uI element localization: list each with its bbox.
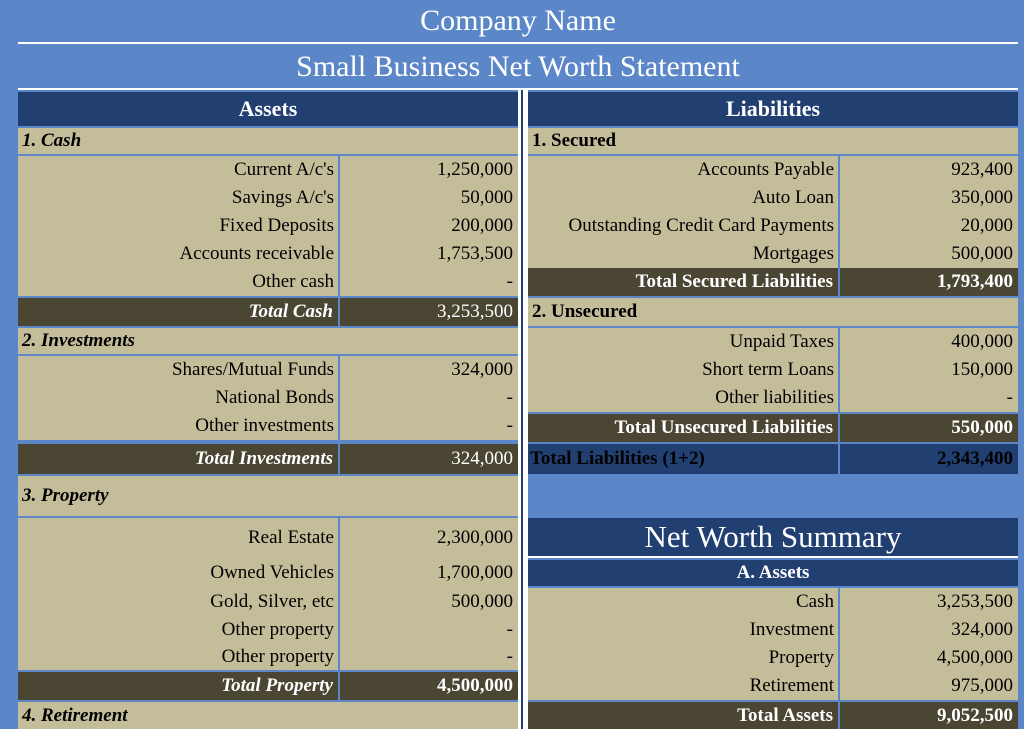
summary-row-label: Investment bbox=[528, 616, 838, 644]
summary-row-label: Retirement bbox=[528, 672, 838, 700]
secured-row-label: Mortgages bbox=[528, 240, 838, 268]
total-assets-value: 9,052,500 bbox=[840, 702, 1018, 729]
property-row-label: Owned Vehicles bbox=[18, 558, 338, 588]
summary-row-value: 3,253,500 bbox=[840, 588, 1018, 616]
cash-row-value: 200,000 bbox=[340, 212, 518, 240]
total-property-label: Total Property bbox=[18, 672, 338, 700]
investment-row-value: 324,000 bbox=[340, 356, 518, 384]
unsecured-row-label: Other liabilities bbox=[528, 384, 838, 412]
total-assets-label: Total Assets bbox=[528, 702, 838, 729]
total-unsecured-label: Total Unsecured Liabilities bbox=[528, 414, 838, 442]
total-investments-label: Total Investments bbox=[18, 444, 338, 474]
total-liabilities-value: 2,343,400 bbox=[840, 444, 1018, 474]
secured-section-title: 1. Secured bbox=[528, 128, 1018, 154]
property-row-label: Gold, Silver, etc bbox=[18, 588, 338, 616]
total-secured-value: 1,793,400 bbox=[840, 268, 1018, 296]
statement-title: Small Business Net Worth Statement bbox=[18, 46, 1018, 90]
column-divider-inner bbox=[521, 90, 523, 729]
property-row-label: Other property bbox=[18, 616, 338, 644]
property-row-label: Real Estate bbox=[18, 518, 338, 558]
total-property-value: 4,500,000 bbox=[340, 672, 518, 700]
property-row-value: - bbox=[340, 616, 518, 644]
cash-row-label: Current A/c's bbox=[18, 156, 338, 184]
summary-row-label: Cash bbox=[528, 588, 838, 616]
total-cash-label: Total Cash bbox=[18, 298, 338, 326]
summary-heading: Net Worth Summary bbox=[528, 518, 1018, 558]
property-row-label: Other property bbox=[18, 644, 338, 670]
secured-row-label: Auto Loan bbox=[528, 184, 838, 212]
secured-row-label: Accounts Payable bbox=[528, 156, 838, 184]
unsecured-row-label: Short term Loans bbox=[528, 356, 838, 384]
secured-row-value: 350,000 bbox=[840, 184, 1018, 212]
property-row-value: 2,300,000 bbox=[340, 518, 518, 558]
investment-row-value: - bbox=[340, 384, 518, 412]
total-investments-value: 324,000 bbox=[340, 444, 518, 474]
cash-row-label: Savings A/c's bbox=[18, 184, 338, 212]
retirement-section-title: 4. Retirement bbox=[18, 702, 518, 729]
secured-row-value: 20,000 bbox=[840, 212, 1018, 240]
liabilities-heading: Liabilities bbox=[528, 92, 1018, 126]
summary-row-value: 975,000 bbox=[840, 672, 1018, 700]
investment-row-label: National Bonds bbox=[18, 384, 338, 412]
secured-row-label: Outstanding Credit Card Payments bbox=[528, 212, 838, 240]
total-liabilities-label: Total Liabilities (1+2) bbox=[528, 444, 838, 474]
unsecured-row-label: Unpaid Taxes bbox=[528, 328, 838, 356]
assets-heading: Assets bbox=[18, 92, 518, 126]
cash-row-label: Accounts receivable bbox=[18, 240, 338, 268]
summary-row-label: Property bbox=[528, 644, 838, 672]
secured-row-value: 500,000 bbox=[840, 240, 1018, 268]
investment-row-value: - bbox=[340, 412, 518, 440]
cash-section-title: 1. Cash bbox=[18, 128, 518, 154]
cash-row-value: 1,753,500 bbox=[340, 240, 518, 268]
unsecured-section-title: 2. Unsecured bbox=[528, 298, 1018, 326]
cash-row-value: 50,000 bbox=[340, 184, 518, 212]
total-unsecured-value: 550,000 bbox=[840, 414, 1018, 442]
cash-row-value: - bbox=[340, 268, 518, 296]
summary-assets-heading: A. Assets bbox=[528, 560, 1018, 586]
total-secured-label: Total Secured Liabilities bbox=[528, 268, 838, 296]
investments-section-title: 2. Investments bbox=[18, 328, 518, 354]
summary-row-value: 4,500,000 bbox=[840, 644, 1018, 672]
cash-row-label: Other cash bbox=[18, 268, 338, 296]
company-name: Company Name bbox=[18, 0, 1018, 44]
investment-row-label: Other investments bbox=[18, 412, 338, 440]
unsecured-row-value: 400,000 bbox=[840, 328, 1018, 356]
column-divider bbox=[518, 90, 528, 729]
secured-row-value: 923,400 bbox=[840, 156, 1018, 184]
property-row-value: 500,000 bbox=[340, 588, 518, 616]
unsecured-row-value: 150,000 bbox=[840, 356, 1018, 384]
cash-row-value: 1,250,000 bbox=[340, 156, 518, 184]
total-cash-value: 3,253,500 bbox=[340, 298, 518, 326]
investment-row-label: Shares/Mutual Funds bbox=[18, 356, 338, 384]
property-row-value: 1,700,000 bbox=[340, 558, 518, 588]
property-section-title: 3. Property bbox=[18, 476, 518, 516]
cash-row-label: Fixed Deposits bbox=[18, 212, 338, 240]
summary-row-value: 324,000 bbox=[840, 616, 1018, 644]
property-row-value: - bbox=[340, 644, 518, 670]
unsecured-row-value: - bbox=[840, 384, 1018, 412]
